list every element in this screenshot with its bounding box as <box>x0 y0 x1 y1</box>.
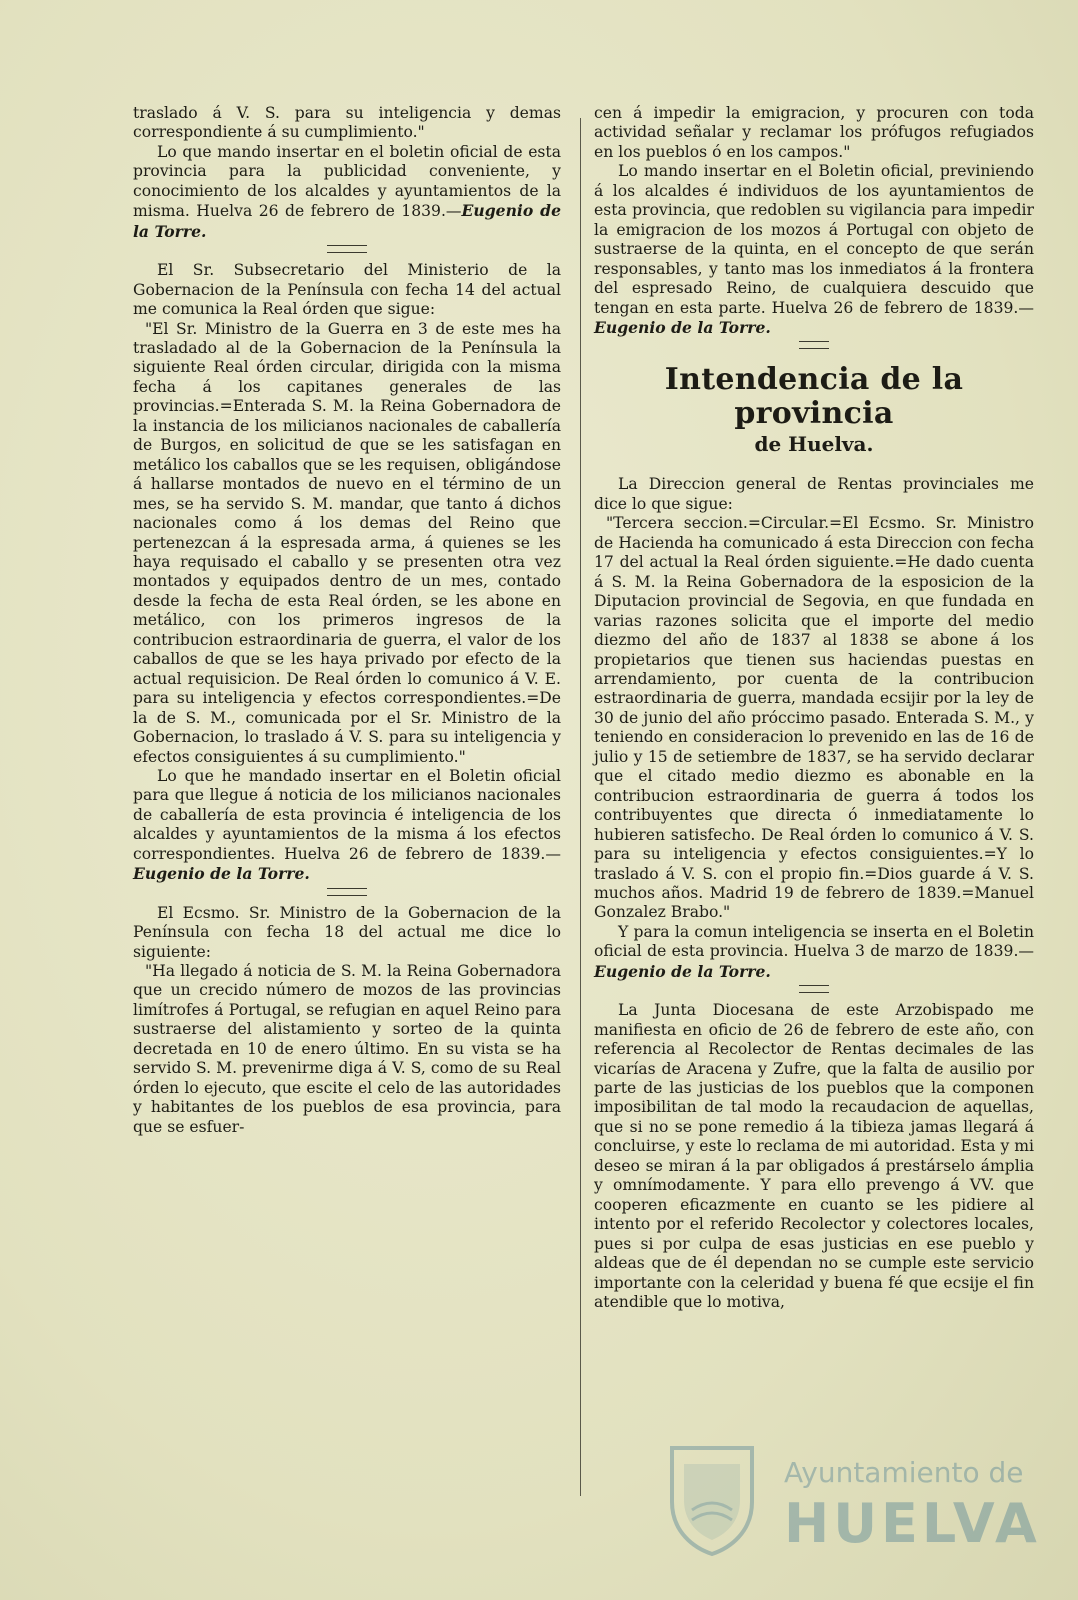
paragraph-5-text: Lo que he mandado insertar en el Boletin oficial para que llegue á noticia de los milicianos nacionales de caballería de esta provincia é inteligencia de los alcaldes y ayuntamientos de la misma á los efectos correspondientes. Huelva 26 de febrero de 1839.— <box>133 766 561 863</box>
left-column <box>133 104 561 1137</box>
column-divider <box>580 118 581 1496</box>
paragraph-3: La Direccion general de Rentas provinciales me dice lo que sigue: <box>594 475 1034 513</box>
paragraph-2 <box>594 162 1034 338</box>
paragraph-2-text: Lo mando insertar en el Boletin oficial, previniendo á los alcaldes é individuos de los ayuntamientos de esta provincia, que redoblen su vigilancia para impedir la emigracion de los mozos á Portugal con objeto de sustraerse de la quinta, en el concepto de que serán responsables, y tanto mas los inmediatos á la frontera del espresado Reino, de cualquiera descuido que tengan en esta parte. Huelva 26 de febrero de 1839.— <box>594 162 1034 317</box>
paragraph-1: cen á impedir la emigracion, y procuren con toda actividad señalar y reclamar los prófugos refugiados en los pueblos ó en los campos." <box>594 104 1034 161</box>
paragraph-6: La Junta Diocesana de este Arzobispado me manifiesta en oficio de 26 de febrero de este año, con referencia al Recolector de Rentas decimales de las vicarías de Aracena y Zufre, que la falta de ausilio por parte de las justicias de los pueblos que la componen imposibilitan de tal modo la recaudacion de aquellas, que si no se pone remedio á la tibieza jamas llegará á concluirse, y este lo reclama de mi autoridad. Esta y mi deseo se miran á la par obligados á prestárselo ámplia y omnímodamente. Y para ello prevengo á VV. que cooperen eficazmente en cuanto se les pidiere al intento por el referido Recolector y colectores locales, pues si por culpa de esas justicias en ese pueblo y aldeas que de él dependan no se cumple este servicio importante con la celeridad y buena fé que ecsije el fin atendible que lo motiva, <box>594 1001 1034 1312</box>
signature: Eugenio de la Torre. <box>133 864 310 884</box>
paragraph-6: El Ecsmo. Sr. Ministro de la Gobernacion de la Península con fecha 18 del actual me dice lo siguiente: <box>133 903 561 961</box>
section-separator <box>327 888 367 896</box>
paragraph-4: "Tercera seccion.=Circular.=El Ecsmo. Sr. Ministro de Hacienda ha comunicado á esta Direccion con fecha 17 del actual la Real órden siguiente.=He dado cuenta á S. M. la Reina Gobernadora de la esposicion de la Diputacion provincial de Segovia, en que fundada en varias razones solicita que el importe del medio diezmo del año de 1837 al 1838 se abone á los propietarios que tienen sus haciendas puestas en arrendamiento, por cuenta de la contribucion estraordinaria de guerra, mandada ecsijir por la ley de 30 de junio del año próccimo pasado. Enterada S. M., y teniendo en consideracion lo prevenido en las de 16 de julio y 15 de setiembre de 1837, se ha servido declarar que el citado medio diezmo es abonable en la contribucion estraordinaria de guerra á todos los contribuyentes que directa ó inmediatamente lo hubieren satisfecho. De Real órden lo comunico á V. S. para su inteligencia y efectos consiguientes.=Y lo traslado á V. S. con el propio fin.=Dios guarde á V. S. muchos años. Madrid 19 de febrero de 1839.=Manuel Gonzalez Brabo." <box>594 514 1034 922</box>
paragraph-2 <box>133 143 561 242</box>
paragraph-2-text: Lo que mando insertar en el boletin oficial de esta provincia para la publicidad conveniente, y conocimiento de los alcaldes y ayuntamientos de la misma. Huelva 26 de febrero de 1839.— <box>133 142 561 221</box>
right-column <box>594 104 1034 1312</box>
watermark-line-2: HUELVA <box>784 1492 1041 1555</box>
watermark-line-1: Ayuntamiento de <box>784 1456 1024 1489</box>
paragraph-5 <box>594 923 1034 982</box>
shield-icon <box>664 1440 760 1558</box>
paragraph-4: "El Sr. Ministro de la Guerra en 3 de este mes ha trasladado al de la Gobernacion de la Península la siguiente Real órden circular, dirigida con la misma fecha á los capitanes generales de las provincias.=Enterada S. M. la Reina Gobernadora de la instancia de los milicianos nacionales de caballería de Burgos, en solicitud de que se les satisfagan en metálico los caballos que se les requisen, obligándose á hallarse montados de nuevo en el término de un mes, se ha servido S. M. mandar, que tanto á dichos nacionales como á los demas del Reino que pertenezcan á la espresada arma, á quienes se les haya requisado el caballo y se presenten otra vez montados y equipados dentro de un mes, contado desde la fecha de esta Real órden, se les abone en metálico, con los primeros ingresos de la contribucion estraordinaria de guerra, el valor de los caballos de que se les haya privado por efecto de la actual requisicion. De Real órden lo comunico á V. E. para su inteligencia y efectos correspondientes.=De la de S. M., comunicada por el Sr. Ministro de la Gobernacion, lo traslado á V. S. para su inteligencia y efectos consiguientes á su cumplimiento." <box>133 319 561 766</box>
signature: Eugenio de la Torre. <box>594 961 771 981</box>
signature: Eugenio de la Torre. <box>133 201 561 241</box>
section-subheading: de Huelva. <box>754 432 874 457</box>
signature: Eugenio de la Torre. <box>594 317 771 337</box>
section-separator <box>799 985 829 993</box>
section-separator <box>327 245 367 253</box>
section-heading: Intendencia de la provincia <box>664 362 964 432</box>
paragraph-3: El Sr. Subsecretario del Ministerio de la Gobernacion de la Península con fecha 14 del actual me comunica la Real órden que sigue: <box>133 261 561 319</box>
section-separator <box>799 341 829 349</box>
paragraph-7: "Ha llegado á noticia de S. M. la Reina Gobernadora que un crecido número de mozos de las provincias limítrofes á Portugal, se refugian en aquel Reino para sustraerse del alistamiento y sorteo de la quinta decretada en 10 de enero último. En su vista se ha servido S. M. prevenirme diga á V. S, como de su Real órden lo ejecuto, que escite el celo de las autoridades y habitantes de los pueblos de esa provincia, para que se esfuer- <box>133 962 561 1136</box>
paragraph-5 <box>133 767 561 885</box>
paragraph-1: traslado á V. S. para su inteligencia y demas correspondiente á su cumplimiento." <box>133 104 561 142</box>
paragraph-5-text: Y para la comun inteligencia se inserta en el Boletin oficial de esta provincia. Huelva 3 de marzo de 1839.— <box>594 922 1034 961</box>
watermark <box>660 1440 1041 1560</box>
